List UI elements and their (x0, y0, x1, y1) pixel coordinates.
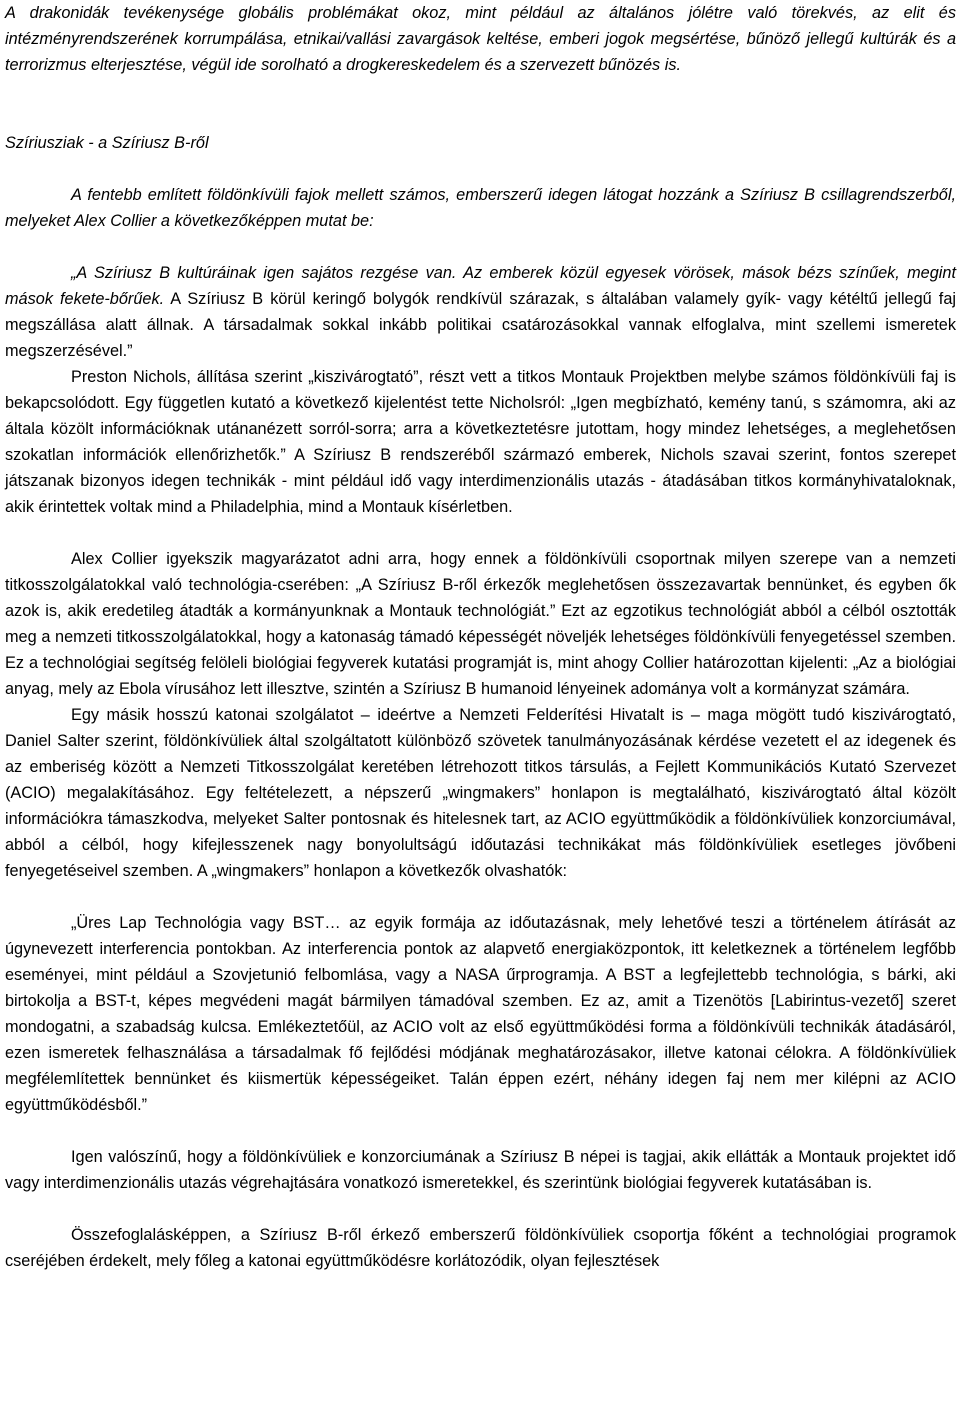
section-heading: Szíriusziak - a Szíriusz B-ről (5, 134, 209, 152)
quote-paragraph (5, 260, 956, 364)
bst-quote-paragraph: „Üres Lap Technológia vagy BST… az egyik formája az időutazásnak, mely lehetővé teszi a történelem átírását az úgynevezett interferencia pontokban. Az interferencia pontok az alapvető energiaközpontok, itt keletkeznek a történelem legfőbb eseményei, mint például a Szovjetunió felbomlása, vagy a NASA űrprogramja. A BST a legfejlettebb technológia, s bárki, aki birtokolja a BST-t, képes megvédeni magát bármilyen támadóval szemben. Ez az, amit a Tizenötös [Labirintus-vezető] szeret mondogatni, a szabadság kulcsa. Emlékeztetőül, az ACIO volt az első együttműködési forma a földönkívüli technikák átadásáról, ezen ismeretek felhasználása a társadalmak fő fejlődési módjának meghatározásakor, illetve katonai célokra. A földönkívüliek megfélemlítettek bennünket és kiismertük képességeiket. Talán éppen ezért, néhány idegen faj nem mer kilépni az ACIO együttműködésből.” (5, 914, 956, 1114)
collier-paragraph: Alex Collier igyekszik magyarázatot adni arra, hogy ennek a földönkívüli csoportnak milyen szerepe van a nemzeti titkosszolgálatokkal való technológia-cserében: „A Szíriusz B-ről érkezők meglehetősen összezavartak bennünket, és egyben ők azok is, akik eredetileg átadták a kormányunknak a Montauk technológiát.” Ezt az egzotikus technológiát abból a célból osztották meg a nemzeti titkosszolgálatokkal, hogy a katonaság támadó képességét növeljék lehetséges földönkívüli fenyegetéssel szemben. Ez a technológiai segítség felöleli biológiai fegyverek kutatási programját is, mint ahogy Collier határozottan kijelenti: „Az a biológiai anyag, mely az Ebola vírusához lett illesztve, szintén a Szíriusz B humanoid lényeinek adománya volt a kormányzat számára. (5, 550, 956, 698)
summary-paragraph: Összefoglalásképpen, a Szíriusz B-ről érkező emberszerű földönkívüliek csoportja főként a technológiai programok cseréjében érdekelt, mely főleg a katonai együttműködésre korlátozódik, olyan fejlesztések (5, 1226, 956, 1270)
sirius-intro-paragraph: A fentebb említett földönkívüli fajok mellett számos, emberszerű idegen látogat hozzánk a Szíriusz B csillagrendszerből, melyeket Alex Collier a következőképpen mutat be: (5, 186, 956, 230)
salter-paragraph: Egy másik hosszú katonai szolgálatot – ideértve a Nemzeti Felderítési Hivatalt is – maga mögött tudó kiszivárogtató, Daniel Salter szerint, földönkívüliek által szolgáltatott különböző szövetek tanulmányozásának kérdése vezetett el az idegenek és az emberiség között a Nemzeti Titkosszolgálat keretében létrehozott titkos társulás, a Fejlett Kommunikációs Kutató Szervezet (ACIO) megalakításához. Egy feltételezett, a népszerű „wingmakers” honlapon is megtalálható, kiszivárogtató által közölt információkra támaszkodva, melyeket Salter pontosnak és hitelesnek tart, az ACIO együttműködik a földönkívüliek konzorciumával, abból a célból, hogy kifejlesszenek nagy bonyolultságú időutazási technikákat más földönkívüliek esetleges jövőbeni fenyegetéseivel szemben. A „wingmakers” honlapon a következők olvashatók: (5, 706, 956, 880)
preston-paragraph: Preston Nichols, állítása szerint „kiszivárogtató”, részt vett a titkos Montauk Projektben melybe számos földönkívüli faj is bekapcsolódott. Egy független kutató a következő kijelentést tette Nicholsról: „Igen megbízható, kemény tanú, s számomra, aki az általa közölt információknak utánanézett sorról-sorra; arra a következtetésre jutottam, hogy mindez lehetséges, a meglehetősen szokatlan információk ellenőrizhetők.” A Szíriusz B rendszeréből származó emberek, Nichols szavai szerint, fontos szerepet játszanak bizonyos idegen technikák - mint például idő vagy interdimenzionális utazás - átadásában titkos kormányhivataloknak, akik érintettek voltak mind a Philadelphia, mind a Montauk kísérletben. (5, 368, 956, 516)
consortium-paragraph: Igen valószínű, hogy a földönkívüliek e konzorciumának a Szíriusz B népei is tagjai, akik ellátták a Montauk projektet idő vagy interdimenzionális utazás végrehajtására vonatkozó ismeretekkel, és szerintünk biológiai fegyverek kutatásában is. (5, 1148, 956, 1192)
document-page (5, 0, 956, 1274)
quote-rest-part: A Szíriusz B körül keringő bolygók rendkívül szárazak, s általában valamely gyík- vagy kétéltű jellegű faj megszállása alatt állnak. A társadalmak sokkal inkább politikai csatározásokkal vannak elfoglalva, mint szellemi ismeretek megszerzésével.” (5, 290, 956, 360)
intro-text: A drakonidák tevékenysége globális problémákat okoz, mint például az általános jólétre való törekvés, az elit és intézményrendszerének korrumpálása, etnikai/vallási zavargások keltése, emberi jogok megsértése, bűnöző jellegű kultúrák és a terrorizmus elterjesztése, végül ide sorolható a drogkereskedelem és a szervezett bűnözés is. (5, 4, 956, 74)
intro-paragraph (5, 0, 956, 78)
quote-italic-part: „A Szíriusz B kultúráinak igen sajátos rezgése van. Az emberek közül egyesek vörösek, mások bézs színűek, megint mások fekete-bőrűek. (5, 264, 956, 308)
